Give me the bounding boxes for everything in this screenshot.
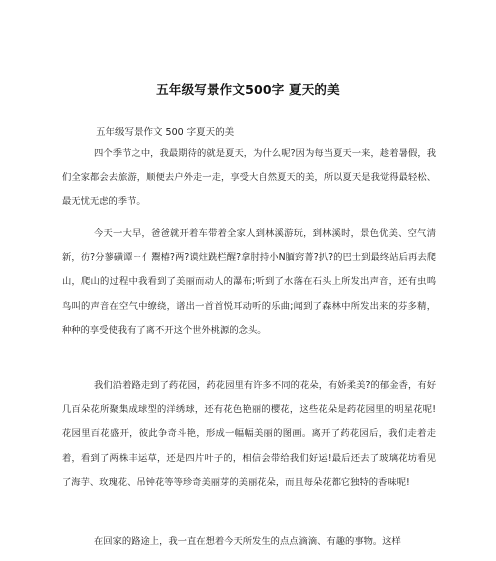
- document-subtitle: 五年级写景作文 500 字夏天的美: [96, 127, 235, 138]
- paragraph-4: 在回家的路途上，我一直在想着今天所发生的点点滴滴、有趣的事物。这样: [94, 536, 401, 547]
- document-title: 五年级写景作文500字 夏天的美: [156, 82, 340, 97]
- paragraph-2: 今天一大早，爸爸就开着车带着全家人到林溪游玩，到林溪时，景色优美、空气清新，彷?分蓼磺谭ㄧ亻鬻椿?两?谟炷跣栏醒?拿肘持小N腼窍菁?扒?的巴士到最终站后再去爬山，爬山的过程中我看到了美丽而动人的瀑布;听到了水落在石头上所发出声音，还有虫鸣鸟叫的声音在空气中缭绕，谱出一首首悦耳动听的乐曲;闻到了森林中所发出来的芬多精，种种的享受使我有了离不开这个世外桃源的念头。: [62, 228, 436, 336]
- paragraph-1: 四个季节之中，我最期待的就是夏天，为什么呢?因为每当夏天一来，趁着暑假，我们全家都会去旅游，顺便去户外走一走，享受大自然夏天的美，所以夏天是我觉得最轻松、最无忧无虑的季节。: [62, 148, 436, 208]
- paragraph-3: 我们沿着路走到了药花园，药花园里有许多不同的花朵，有娇柔美?的郁金香，有好几百朵花所聚集成球型的洋绣球，还有花色艳丽的樱花，这些花朵是药花园里的明星花呢!花园里百花盛开，彼此争奇斗艳，形成一幅幅美丽的图画。离开了药花园后，我们走着走着，看到了两株丰运草，还是四片叶子的，相信会带给我们好运!最后还去了玻璃花坊看见了海芋、玫瑰花、吊钟花等等珍奇美丽芽的美丽花朵，而且每朵花都它独特的香味呢!: [62, 380, 436, 488]
